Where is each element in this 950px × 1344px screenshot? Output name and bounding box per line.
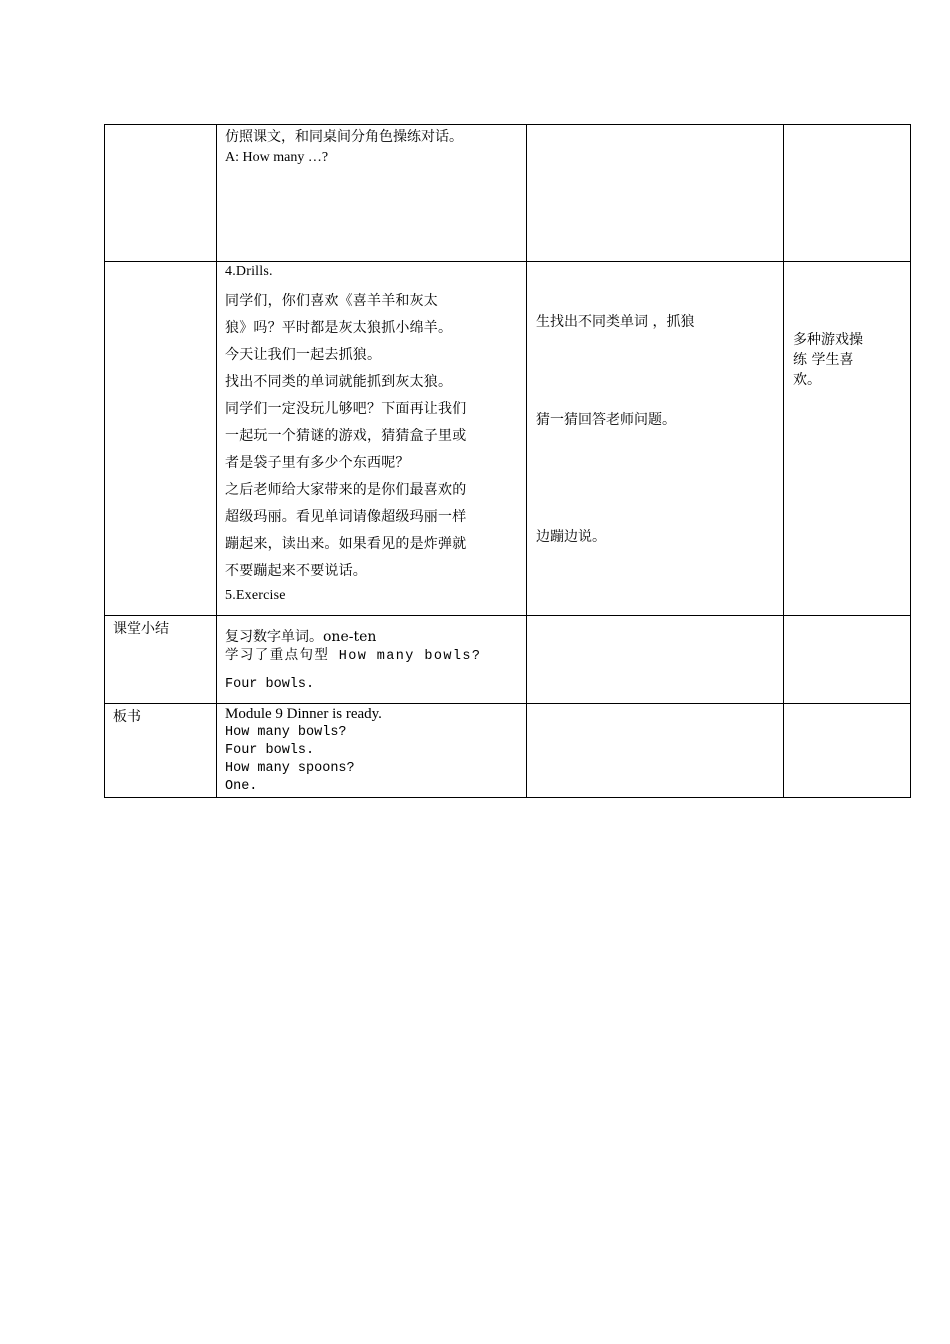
- drills-heading: 4.Drills.: [225, 264, 273, 279]
- content-line: 找出不同类的单词就能抓到灰太狼。: [225, 374, 453, 390]
- table-row: [105, 125, 911, 262]
- content-line: 者是袋子里有多少个东西呢？: [225, 455, 410, 471]
- activity-line: 生找出不同类单词 ，抓狼: [536, 314, 695, 330]
- content-line: 学习了重点句型 How many bowls?: [225, 649, 482, 664]
- note-cell: [784, 616, 911, 704]
- activity-cell: [527, 616, 784, 704]
- note-cell: [784, 262, 911, 616]
- table-row: [105, 616, 911, 704]
- activity-cell: [527, 125, 784, 262]
- content-line: 超级玛丽。看见单词请像超级玛丽一样: [225, 509, 467, 525]
- row-label-cell: [105, 704, 217, 798]
- activity-cell: [527, 704, 784, 798]
- content-line: 复习数字单词。one-ten: [225, 629, 377, 645]
- board-line: How many bowls?: [225, 725, 347, 740]
- exercise-heading: 5.Exercise: [225, 588, 286, 603]
- row-label-cell: [105, 616, 217, 704]
- content-line: 同学们一定没玩儿够吧？下面再让我们: [225, 401, 467, 417]
- content-line: 一起玩一个猜谜的游戏，猜猜盒子里或: [225, 428, 467, 444]
- note-line: 练 学生喜: [793, 352, 854, 368]
- table-row: [105, 704, 911, 798]
- content-cell: [217, 704, 527, 798]
- content-cell: [217, 262, 527, 616]
- activity-line: 猜一猜回答老师问题。: [536, 412, 676, 428]
- row-label-cell: [105, 125, 217, 262]
- table-row: [105, 262, 911, 616]
- board-line: One.: [225, 779, 258, 794]
- row-label: 板书: [113, 709, 141, 725]
- board-title: Module 9 Dinner is ready.: [225, 706, 382, 722]
- row-label-cell: [105, 262, 217, 616]
- note-cell: [784, 125, 911, 262]
- note-cell: [784, 704, 911, 798]
- board-line: Four bowls.: [225, 743, 315, 758]
- lesson-plan-table: [104, 124, 911, 798]
- content-line: 狼》吗？平时都是灰太狼抓小绵羊。: [225, 320, 453, 336]
- activity-cell: [527, 262, 784, 616]
- content-line: 仿照课文，和同桌间分角色操练对话。: [225, 129, 463, 145]
- row-label: 课堂小结: [113, 621, 169, 637]
- content-cell: [217, 616, 527, 704]
- content-line: Four bowls.: [225, 677, 315, 692]
- activity-line: 边蹦边说。: [536, 529, 606, 545]
- content-line: 之后老师给大家带来的是你们最喜欢的: [225, 482, 467, 498]
- board-line: How many spoons?: [225, 761, 355, 776]
- content-line: 同学们，你们喜欢《喜羊羊和灰太: [225, 293, 438, 309]
- content-cell: [217, 125, 527, 262]
- content-line: 今天让我们一起去抓狼。: [225, 347, 382, 363]
- content-line: 不要蹦起来不要说话。: [225, 563, 367, 579]
- content-line: 蹦起来，读出来。如果看见的是炸弹就: [225, 536, 467, 552]
- content-line: A: How many …?: [225, 150, 329, 165]
- note-line: 多种游戏操: [793, 332, 863, 348]
- note-line: 欢。: [793, 372, 821, 388]
